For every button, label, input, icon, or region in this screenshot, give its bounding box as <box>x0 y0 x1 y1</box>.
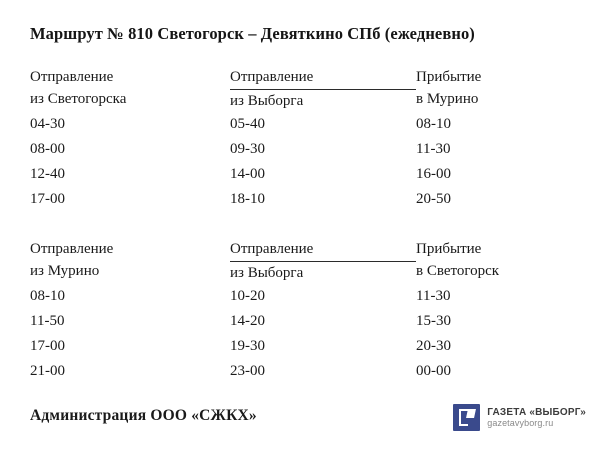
table-header-row <box>30 238 580 284</box>
header-line-1: Прибытие <box>416 69 482 85</box>
publisher-logo <box>453 404 586 431</box>
time-cell: 04-30 <box>30 116 65 132</box>
header-line-2: из Выборга <box>230 265 304 281</box>
table-row <box>30 334 580 359</box>
logo-title: ГАЗЕТА «ВЫБОРГ» <box>487 406 586 418</box>
time-cell: 10-20 <box>230 288 265 304</box>
header-line-2: из Мурино <box>30 263 100 279</box>
time-cell: 17-00 <box>30 338 65 354</box>
time-cell: 11-30 <box>416 141 451 157</box>
time-cell: 12-40 <box>30 166 65 182</box>
header-line-1: Отправление <box>230 66 416 90</box>
header-cell-arrival-murino <box>416 66 580 112</box>
time-cell: 20-30 <box>416 338 451 354</box>
time-cell: 17-00 <box>30 191 65 207</box>
header-cell-departure-svetogorsk <box>30 66 230 112</box>
time-cell: 08-10 <box>30 288 65 304</box>
time-cell: 18-10 <box>230 191 265 207</box>
header-cell-departure-vyborg <box>230 66 416 112</box>
header-line-1: Отправление <box>230 238 416 262</box>
table-row <box>30 187 580 212</box>
table-row <box>30 162 580 187</box>
schedule-table-outbound <box>30 66 580 212</box>
header-line-2: из Светогорска <box>30 91 127 107</box>
time-cell: 08-00 <box>30 141 65 157</box>
header-line-1: Прибытие <box>416 241 482 257</box>
header-cell-departure-vyborg <box>230 238 416 284</box>
schedule-area <box>30 66 580 384</box>
header-line-1: Отправление <box>30 69 114 85</box>
time-cell: 11-30 <box>416 288 451 304</box>
time-cell: 14-00 <box>230 166 265 182</box>
time-cell: 20-50 <box>416 191 451 207</box>
time-cell: 19-30 <box>230 338 265 354</box>
time-cell: 05-40 <box>230 116 265 132</box>
time-cell: 09-30 <box>230 141 265 157</box>
time-cell: 08-10 <box>416 116 451 132</box>
table-row <box>30 112 580 137</box>
footer-text: Администрация ООО «СЖКХ» <box>30 407 257 424</box>
table-row <box>30 359 580 384</box>
time-cell: 16-00 <box>416 166 451 182</box>
table-row <box>30 137 580 162</box>
block-separator <box>30 212 580 238</box>
time-cell: 00-00 <box>416 363 451 379</box>
time-cell: 21-00 <box>30 363 65 379</box>
table-header-row <box>30 66 580 112</box>
time-cell: 23-00 <box>230 363 265 379</box>
header-line-1: Отправление <box>30 241 114 257</box>
time-cell: 15-30 <box>416 313 451 329</box>
header-line-2: в Мурино <box>416 91 479 107</box>
header-line-2: в Светогорск <box>416 263 500 279</box>
header-cell-departure-murino <box>30 238 230 284</box>
vyborg-logo-icon <box>453 404 480 431</box>
header-cell-arrival-svetogorsk <box>416 238 580 284</box>
schedule-table-inbound <box>30 238 580 384</box>
table-row <box>30 284 580 309</box>
time-cell: 11-50 <box>30 313 65 329</box>
logo-subtitle: gazetavyborg.ru <box>487 418 554 429</box>
table-row <box>30 309 580 334</box>
header-line-2: из Выборга <box>230 93 304 109</box>
time-cell: 14-20 <box>230 313 265 329</box>
logo-text-group <box>487 407 586 429</box>
page-title: Маршрут № 810 Светогорск – Девяткино СПб (ежедневно) <box>30 24 475 43</box>
